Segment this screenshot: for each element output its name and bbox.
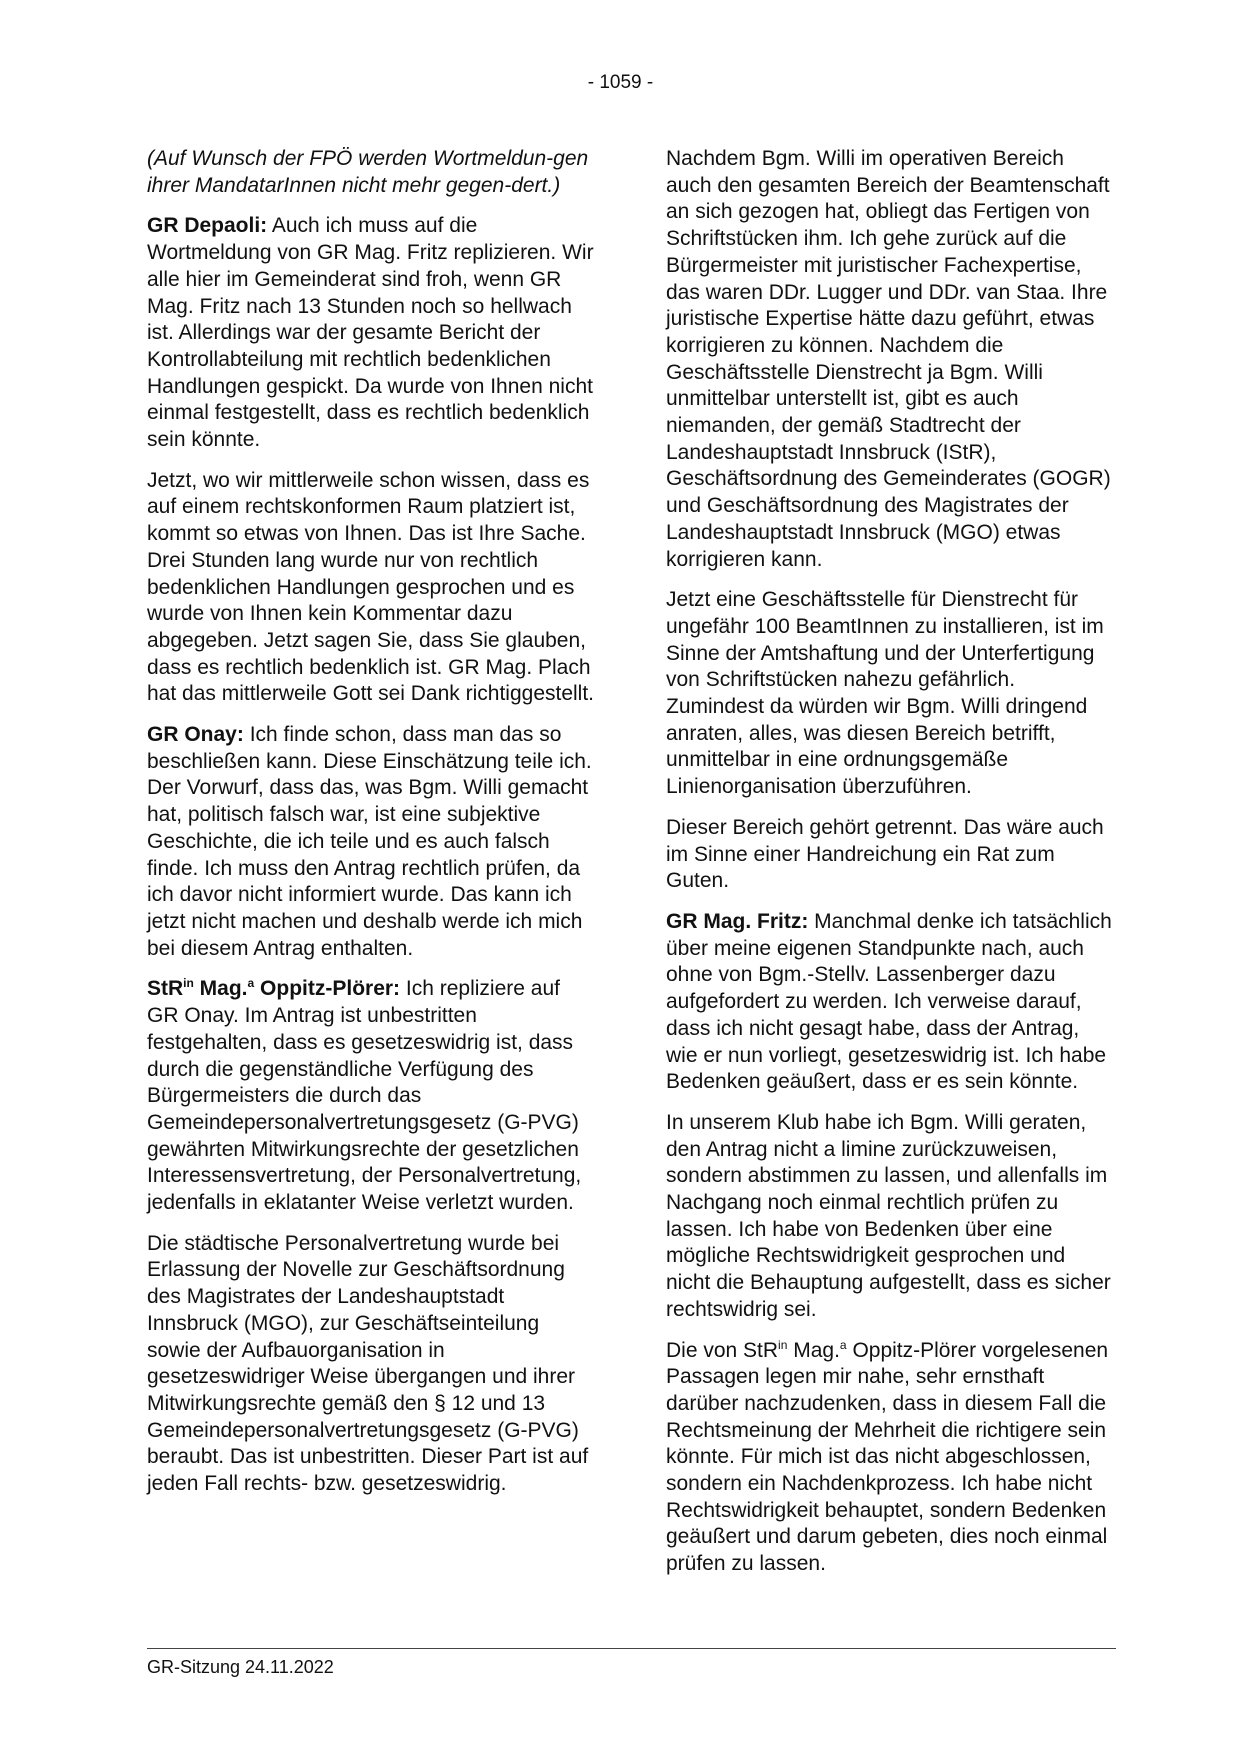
speech-paragraph: Nachdem Bgm. Willi im operativen Bereich auch den gesamten Bereich der Beamtenschaft an sich gezogen hat, obliegt das Fertigen von Schriftstücken ihm. Ich gehe zurück auf die Bürgermeister mit juristischer Fachexpertise, das waren DDr. Lugger und DDr. van Staa. Ihre juristische Expertise hätte dazu geführt, etwas korrigieren zu können. Nachdem die Geschäftsstelle Dienstrecht ja Bgm. Willi unmittelbar unterstellt ist, gibt es auch niemanden, der gemäß Stadtrecht der Landeshauptstadt Innsbruck (IStR), Geschäftsordnung des Gemeinderates (GOGR) und Geschäftsordnung des Magistrates der Landeshauptstadt Innsbruck (MGO) etwas korrigieren kann.: [666, 147, 1111, 571]
speaker-degree-suffix: a: [247, 976, 255, 991]
speaker-name: GR Mag. Fritz:: [666, 909, 809, 933]
speech-paragraph: In unserem Klub habe ich Bgm. Willi geraten, den Antrag nicht a limine zurückzuweisen, sondern abstimmen zu lassen, und allenfalls im Nachgang noch einmal rechtlich prüfen zu lassen. Ich habe von Bedenken über eine mögliche Rechtswidrigkeit gesprochen und nicht die Behauptung aufgestellt, dass es sicher rechtswidrig sei.: [666, 1110, 1111, 1321]
page-number: - 1059 -: [587, 72, 654, 93]
speech-text: Auch ich muss auf die Wortmeldung von GR Mag. Fritz replizieren. Wir alle hier im Gemeinderat sind froh, wenn GR Mag. Fritz nach 13 Stunden noch so hellwach ist. Allerdings war der gesamte Bericht der Kontrollabteilung mit rechtlich bedenklichen Handlungen gespickt. Da wurde von Ihnen nicht einmal festgestellt, dass es rechtlich bedenklich sein könnte.: [147, 214, 594, 452]
speech-paragraph: Jetzt, wo wir mittlerweile schon wissen, dass es auf einem rechtskonformen Raum platziert ist, kommt so etwas von Ihnen. Das ist Ihre Sache. Drei Stunden lang wurde nur von rechtlich bedenklichen Handlungen gesprochen und es wurde von Ihnen kein Kommentar dazu abgegeben. Jetzt sagen Sie, dass Sie glauben, dass es rechtlich bedenklich ist. GR Mag. Plach hat das mittlerweile Gott sei Dank richtiggestellt.: [147, 468, 595, 706]
speaker-surname: Oppitz-Plörer:: [254, 977, 401, 1001]
speech-onay: [147, 722, 595, 962]
footer-session-date: GR-Sitzung 24.11.2022: [147, 1657, 334, 1677]
speaker-title: StR: [147, 977, 184, 1001]
speaker-name: GR Depaoli:: [147, 214, 268, 238]
speech-text: Die von StR: [666, 1338, 779, 1362]
title-suffix: in: [778, 1337, 788, 1352]
speech-text: Manchmal denke ich tatsächlich über meine eigenen Standpunkte nach, auch ohne von Bgm.-Stellv. Lassenberger dazu aufgefordert zu werden. Ich verweise darauf, dass ich nicht gesagt habe, dass der Antrag, wie er nun vorliegt, gesetzeswidrig ist. Ich habe Bedenken geäußert, dass er es sein könnte.: [666, 909, 1112, 1094]
degree-suffix: a: [839, 1337, 847, 1352]
speech-text: Oppitz-Plörer vorgelesenen Passagen legen mir nahe, sehr ernsthaft darüber nachzudenken, dass in diesem Fall die Rechtsmeinung der Mehrheit die richtigere sein könnte. Für mich ist das nicht abgeschlossen, sondern ein Nachdenkprozess. Ich habe nicht Rechtswidrigkeit behauptet, sondern Bedenken geäußert und darum gebeten, dies noch einmal prüfen zu lassen.: [666, 1338, 1109, 1576]
speaker-name: [147, 977, 400, 1000]
speaker-name: GR Onay:: [147, 723, 244, 747]
speech-text: Ich repliziere auf GR Onay. Im Antrag ist unbestritten festgehalten, dass es gesetzeswidrig ist, dass durch die gegenständliche Verfügung des Bürgermeisters die durch das Gemeindepersonalvertretungsgesetz (G-PVG) gewährten Mitwirkungsrechte der gesetzlichen Interessensvertretung, der Personalvertretung, jedenfalls in eklatanter Weise verletzt wurden.: [147, 977, 582, 1215]
left-column: [147, 146, 595, 1512]
footer-divider: [147, 1648, 1116, 1649]
speech-oppitz-ploerer: [147, 976, 595, 1216]
speech-fritz: [666, 909, 1114, 1096]
speech-paragraph: Dieser Bereich gehört getrennt. Das wäre auch im Sinne einer Handreichung ein Rat zum Guten.: [666, 815, 1104, 893]
speech-text: Ich finde schon, dass man das so beschließen kann. Diese Einschätzung teile ich. Der Vorwurf, dass das, was Bgm. Willi gemacht hat, politisch falsch war, ist eine subjektive Geschichte, die ich teile und es auch falsch finde. Ich muss den Antrag rechtlich prüfen, da ich davor nicht informiert wurde. Das kann ich jetzt nicht machen und deshalb werde ich mich bei diesem Antrag enthalten.: [147, 723, 592, 960]
right-column: [666, 146, 1114, 1592]
speaker-title-suffix: in: [183, 976, 194, 991]
speech-paragraph: Jetzt eine Geschäftsstelle für Dienstrecht für ungefähr 100 BeamtInnen zu installieren, ist im Sinne der Amtshaftung und der Unterfertigung von Schriftstücken nahezu gefährlich. Zumindest da würden wir Bgm. Willi dringend anraten, alles, was diesen Bereich betrifft, unmittelbar in eine ordnungsgemäße Linienorganisation überzuführen.: [666, 588, 1104, 799]
speech-paragraph: [666, 1338, 1114, 1578]
speech-text: Mag.: [787, 1338, 840, 1362]
speech-depaoli: [147, 213, 595, 453]
speaker-degree: Mag.: [193, 977, 248, 1001]
speech-paragraph: Die städtische Personalvertretung wurde bei Erlassung der Novelle zur Geschäftsordnung des Magistrates der Landeshauptstadt Innsbruck (MGO), zur Geschäftseinteilung sowie der Aufbauorganisation in gesetzeswidriger Weise übergangen und ihrer Mitwirkungsrechte gemäß den § 12 und 13 Gemeindepersonalvertretungsgesetz (G-PVG) beraubt. Das ist unbestritten. Dieser Part ist auf jeden Fall rechts- bzw. gesetzeswidrig.: [147, 1231, 589, 1496]
editorial-note: (Auf Wunsch der FPÖ werden Wortmeldun-gen ihrer MandatarInnen nicht mehr gegen-dert.): [147, 147, 589, 197]
